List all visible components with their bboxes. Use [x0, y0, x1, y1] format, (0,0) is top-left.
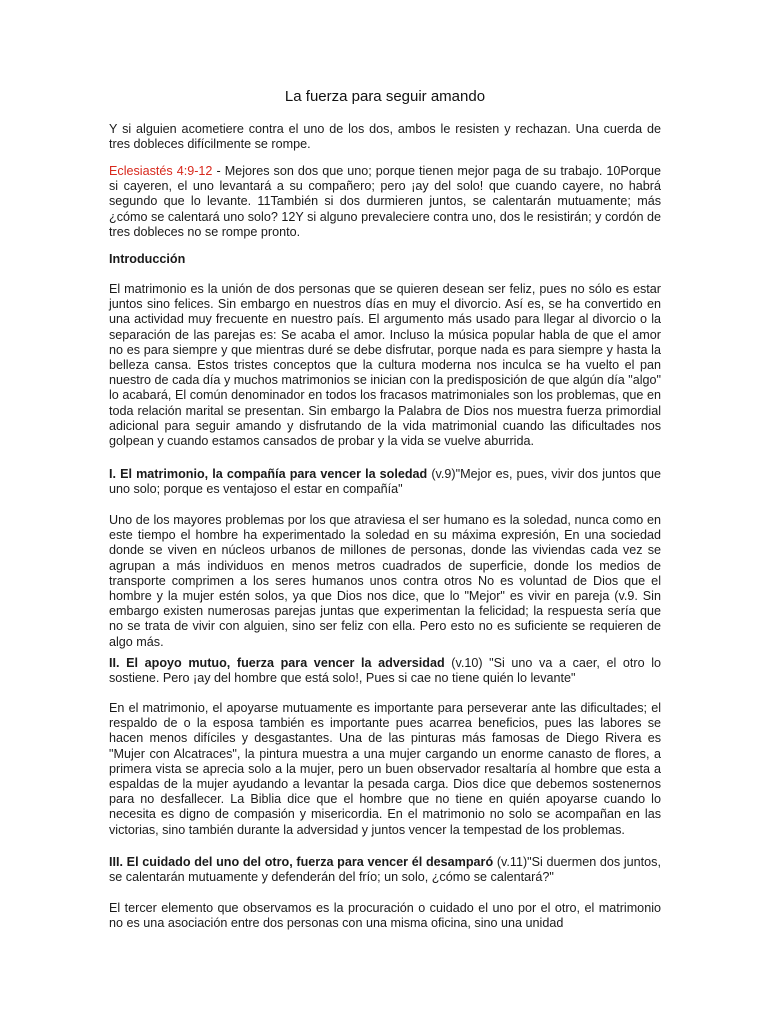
introduccion-heading: Introducción: [109, 252, 186, 266]
section2-heading: II. El apoyo mutuo, fuerza para vencer la adversidad: [109, 656, 445, 670]
section1-verse: (v.9)"Mejor es, pues, vivir dos juntos que uno solo; porque es ventajoso el estar en compañía": [109, 467, 661, 497]
section3-body: El tercer elemento que observamos es la procuración o cuidado el uno por el otro, el matrimonio no es una asociación entre dos personas con una misma oficina, sino una unidad: [109, 901, 661, 931]
document-title: La fuerza para seguir amando: [284, 88, 486, 105]
section3-heading: III. El cuidado del uno del otro, fuerza para vencer él desamparó: [109, 855, 494, 869]
section1-heading: I. El matrimonio, la compañía para vencer la soledad: [109, 467, 428, 481]
section3-verse: (v.11)"Si duermen dos juntos, se calentarán mutuamente y defenderán del frío; un solo, ¿cómo se calentará?": [109, 855, 661, 885]
section1-title-paragraph: [109, 467, 661, 497]
passage-text: - Mejores son dos que uno; porque tienen mejor paga de su trabajo. 10Porque si cayeren, el uno levantará a su compañero; pero ¡ay del solo! que cuando cayere, no habrá segundo que lo levante. 11También si dos durmieren juntos, se calentarán mutuamente; más ¿cómo se calentará uno solo? 12Y si alguno prevaleciere contra uno, dos le resistirán; y cordón de tres dobleces no se rompe pronto.: [109, 164, 661, 239]
introduccion-text: El matrimonio es la unión de dos personas que se quieren desean ser feliz, pues no sólo es estar juntos sino felices. Sin embargo en nuestros días en muy el divorcio. Así es, se ha convertido en una actividad muy frecuente en nuestro país. El argumento más usado para llegar al divorcio o la separación de las parejas es: Se acaba el amor. Incluso la música popular habla de que el amor no es para siempre y que mientras duré se debe disfrutar, porque nada es para siempre y hasta la belleza cansa. Estos tristes conceptos que la cultura moderna nos inculca se ha vuelto el pan nuestro de cada día y muchos matrimonios se inician con la predisposición de que algún día "algo" lo acabará, El común denominador en todos los fracasos matrimoniales son los problemas, que en toda relación marital se presentan. Sin embargo la Palabra de Dios nos muestra fuerza primordial adicional para seguir amando y disfrutando de la vida matrimonial cuando las dificultades nos golpean y cuando estamos cansados de probar y la vida se vuelve aburrida.: [109, 282, 661, 449]
section2-title-paragraph: [109, 656, 661, 686]
section1-body: Uno de los mayores problemas por los que atraviesa el ser humano es la soledad, nunca como en este tiempo el hombre ha experimentado la soledad en su máxima expresión, En una sociedad donde se viven en núcleos urbanos de millones de personas, donde las viviendas cada vez se agrupan a más individuos en menos metros cuadrados de superficie, donde los medios de transporte comprimen a los seres humanos unos contra otros No es voluntad de Dios que el hombre y la mujer estén solos, ya que Dios nos dice, que lo "Mejor" es vivir en pareja (v.9. Sin embargo existen numerosas parejas juntas que experimentan la felicidad; la respuesta sería que no se trata de vivir con alguien, sino ser feliz con ella. Pero esto no es suficiente se requieren de algo más.: [109, 513, 661, 649]
section2-verse: (v.10) "Si uno va a caer, el otro lo sostiene. Pero ¡ay del hombre que está solo!, Pues si cae no tiene quién lo levante": [109, 656, 662, 686]
section3-title-paragraph: [109, 855, 661, 885]
passage-paragraph: [109, 164, 661, 240]
section2-body: En el matrimonio, el apoyarse mutuamente es importante para perseverar ante las dificultades; el respaldo de o la esposa también es importante pues acarrea beneficios, pues las labores se hacen menos difíciles y desgastantes. Una de las pinturas más famosas de Diego Rivera es "Mujer con Alcatraces", la pintura muestra a una mujer cargando un enorme canasto de flores, a primera vista se aprecia solo a la mujer, pero un buen observador resaltaría al hombre que esta a espaldas de la mujer ayudando a levantar la pesada carga. Dios dice que debemos sostenernos para no desfallecer. La Biblia dice que el hombre que no tiene en quién apoyarse cuando lo necesita es digno de compasión y misericordia. En el matrimonio no solo se acompañan en las victorias, sino también durante la adversidad y juntos vencer la tempestad de los problemas.: [109, 701, 661, 837]
intro-verse: Y si alguien acometiere contra el uno de los dos, ambos le resisten y rechazan. Una cuerda de tres dobleces difícilmente se rompe.: [109, 122, 661, 152]
scripture-reference-link[interactable]: Eclesiastés 4:9-12: [109, 164, 213, 178]
